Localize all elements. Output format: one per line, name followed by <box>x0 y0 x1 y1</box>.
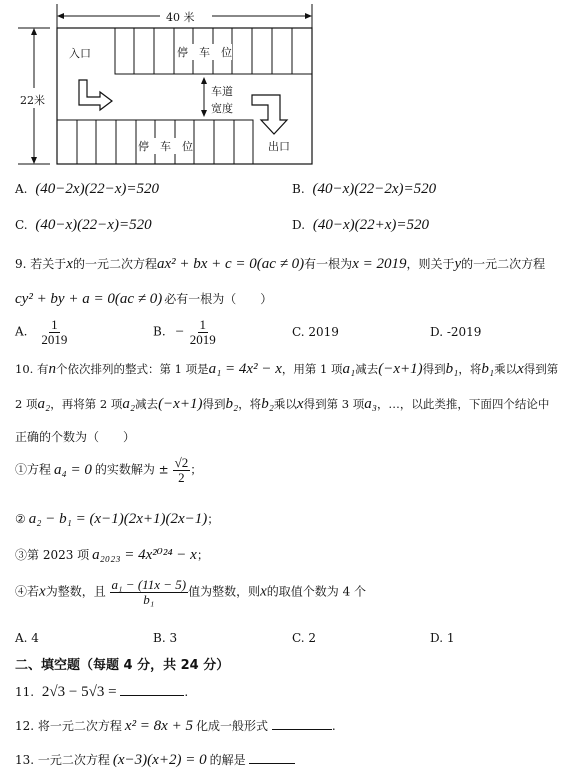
q9-option-b: B. − $\frac{1}{2019}$ <box>153 317 216 347</box>
q9-line-1: 9. 若关于x的一元二次方程ax² + bx + c = 0(ac ≠ 0)有一根为x = 2019，则关于y的一元二次方程 <box>15 256 546 272</box>
q11: 11. 2√3 − 5√3 = . <box>15 684 189 700</box>
q13: 13. 一元二次方程 (x−3)(x+2) = 0 的解是 <box>15 751 295 769</box>
q10-option-b: B. 3 <box>153 631 178 645</box>
q10-line-1: 10. 有n个依次排列的整式：第 1 项是a₁ = 4x² − x，用第 1 项a₁减去(−x+1)得到b₁，将b₁乘以x得到第 <box>15 361 559 377</box>
exit-label: 出口 <box>268 140 290 153</box>
q10-option-d: D. 1 <box>430 631 455 645</box>
q9-line-2: cy² + by + a = 0(ac ≠ 0) 必有一根为（ ） <box>15 291 273 307</box>
q13-answer-blank[interactable] <box>249 751 295 764</box>
q9-option-d: D. -2019 <box>430 325 482 339</box>
q12: 12. 将一元二次方程 x² = 8x + 5 化成一般形式 . <box>15 718 336 734</box>
entrance-arrow-icon <box>79 80 112 110</box>
q11-answer-blank[interactable] <box>120 683 184 696</box>
entrance-label: 入口 <box>69 47 91 60</box>
q8-option-b: B. (40−x)(22−2x)=520 <box>292 181 437 197</box>
q8-option-c: C. (40−x)(22−x)=520 <box>15 217 152 233</box>
q9-option-c: C. 2019 <box>292 325 339 339</box>
parking-label-bottom: 停 车 位 <box>138 140 193 153</box>
height-label: 22米 <box>20 94 45 107</box>
q12-answer-blank[interactable] <box>272 717 332 730</box>
q10-line-3: 正确的个数为（ ） <box>15 430 136 444</box>
q10-statement-4: ④若x为整数，且 $\frac{\text{a₁ − (11x − 5)}}{\text{b₁}}$ 值为整数，则x的取值个数为 4 个 <box>15 577 367 607</box>
lane-label: 车道 <box>211 85 233 98</box>
q10-statement-3: ③第 2023 项 a₂₀₂₃ = 4x²⁰²⁴ − x； <box>15 547 209 563</box>
q10-option-c: C. 2 <box>292 631 317 645</box>
q10-statement-2: ② a₂ − b₁ = (x−1)(2x+1)(2x−1)； <box>15 511 220 527</box>
lane-width-label: 宽度 <box>211 102 233 115</box>
q10-statement-1: ①方程 a₄ = 0 的实数解为 ± $\frac{√2}{2}$ ； <box>15 455 203 485</box>
width-label: 40 米 <box>162 9 199 25</box>
q8-option-a: A. (40−2x)(22−x)=520 <box>15 181 159 197</box>
exit-arrow-icon <box>252 95 287 134</box>
q10-option-a: A. 4 <box>15 631 39 645</box>
parking-label-top: 停 车 位 <box>177 46 232 59</box>
q8-option-d: D. (40−x)(22+x)=520 <box>292 217 430 233</box>
q10-line-2: 2 项a₂，再将第 2 项a₂减去(−x+1)得到b₂，将b₂乘以x得到第 3 项a₃，…，以此类推，下面四个结论中 <box>15 396 550 412</box>
q9-option-a: A. $\frac{1}{2019}$ <box>15 317 68 347</box>
section-heading: 二、填空题（每题 4 分，共 24 分） <box>15 658 230 673</box>
